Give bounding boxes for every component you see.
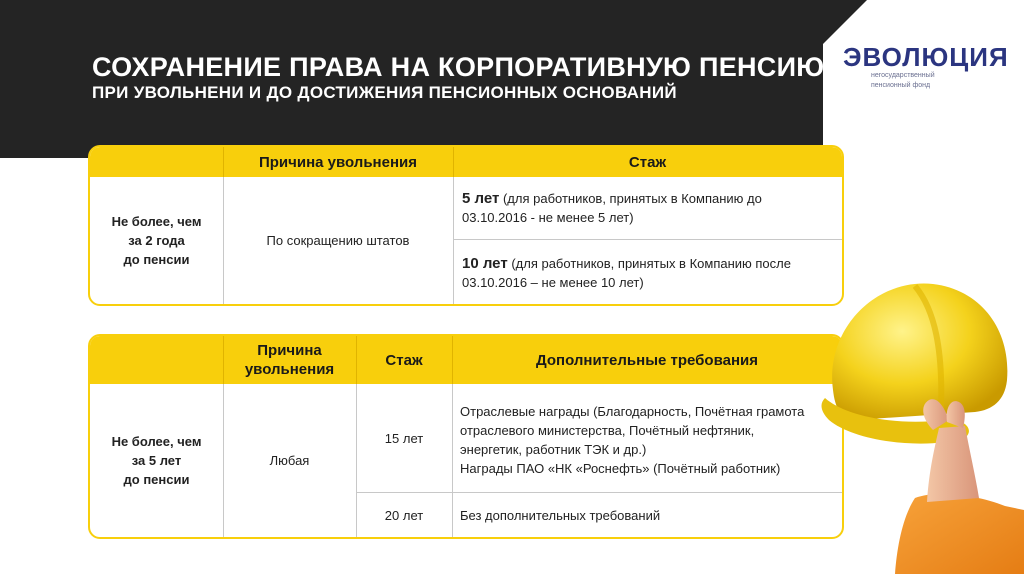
table2-req-15-line4: Награды ПАО «НК «Роснефть» (Почётный работник) bbox=[460, 461, 781, 476]
table2-stazh-15: 15 лет bbox=[384, 430, 424, 446]
table2-req-15-line3: энергетик, работник ТЭК и др.) bbox=[460, 442, 647, 457]
table2-reason: Любая bbox=[269, 453, 310, 468]
table2-stazh-20: 20 лет bbox=[384, 507, 424, 523]
company-logo bbox=[843, 44, 1009, 90]
table1-reason: По сокращению штатов bbox=[266, 233, 410, 248]
table1-header-stazh: Стаж bbox=[453, 147, 842, 177]
table1-row-label bbox=[90, 177, 223, 304]
page-title: СОХРАНЕНИЕ ПРАВА НА КОРПОРАТИВНУЮ ПЕНСИЮ bbox=[92, 52, 825, 82]
table2-req-15-line2: отраслевого министерства, Почётный нефтяник, bbox=[460, 423, 755, 438]
table1-stazh-5-note2: 03.10.2016 - не менее 5 лет) bbox=[462, 210, 634, 225]
table2-header-stazh: Стаж bbox=[356, 336, 452, 384]
table2-row-label bbox=[90, 384, 223, 537]
table2-req-15 bbox=[460, 384, 840, 492]
table1-row-label-line2: за 2 года bbox=[128, 233, 185, 248]
table2-header-reason-line2: увольнения bbox=[244, 361, 335, 378]
table2-row-label-line2: за 5 лет bbox=[131, 453, 182, 468]
table1-stazh-10 bbox=[462, 242, 840, 302]
table1-stazh-5-note: (для работников, принятых в Компанию до bbox=[502, 191, 762, 206]
table-any-reason bbox=[88, 334, 844, 539]
table1-stazh-10-note: (для работников, принятых в Компанию после bbox=[511, 256, 791, 271]
table2-row-label-line1: Не более, чем bbox=[111, 434, 202, 449]
table1-header-empty bbox=[90, 147, 223, 177]
page-subtitle: ПРИ УВОЛЬНЕНИ И ДО ДОСТИЖЕНИЯ ПЕНСИОННЫХ ОСНОВАНИЙ bbox=[92, 83, 677, 102]
logo-wordmark: ЭВОЛЮЦИЯ bbox=[843, 42, 1009, 72]
table2-header-empty bbox=[90, 336, 223, 384]
table1-stazh-5 bbox=[462, 181, 840, 237]
table2-row-label-line3: до пенсии bbox=[123, 472, 190, 487]
table-severance-reduction bbox=[88, 145, 844, 306]
hand-holding-hardhat-illustration bbox=[815, 270, 1024, 574]
table2-req-15-line1: Отраслевые награды (Благодарность, Почётная грамота bbox=[460, 404, 805, 419]
table1-stazh-10-note2: 03.10.2016 – не менее 10 лет) bbox=[462, 275, 644, 290]
logo-tagline-2: пенсионный фонд bbox=[871, 82, 931, 89]
logo-tagline-1: негосударственный bbox=[871, 72, 935, 79]
table2-header-requirements: Дополнительные требования bbox=[452, 336, 842, 384]
table1-row-label-line3: до пенсии bbox=[123, 252, 190, 267]
table2-header-reason bbox=[223, 336, 356, 384]
table1-row-label-line1: Не более, чем bbox=[111, 214, 202, 229]
table2-req-20-line1: Без дополнительных требований bbox=[460, 507, 661, 523]
table1-stazh-10-years: 10 лет bbox=[462, 255, 508, 272]
table1-header-reason: Причина увольнения bbox=[223, 147, 453, 177]
table1-stazh-5-years: 5 лет bbox=[462, 190, 500, 207]
table2-req-20 bbox=[460, 493, 840, 537]
table2-header-reason-line1: Причина bbox=[257, 342, 322, 359]
